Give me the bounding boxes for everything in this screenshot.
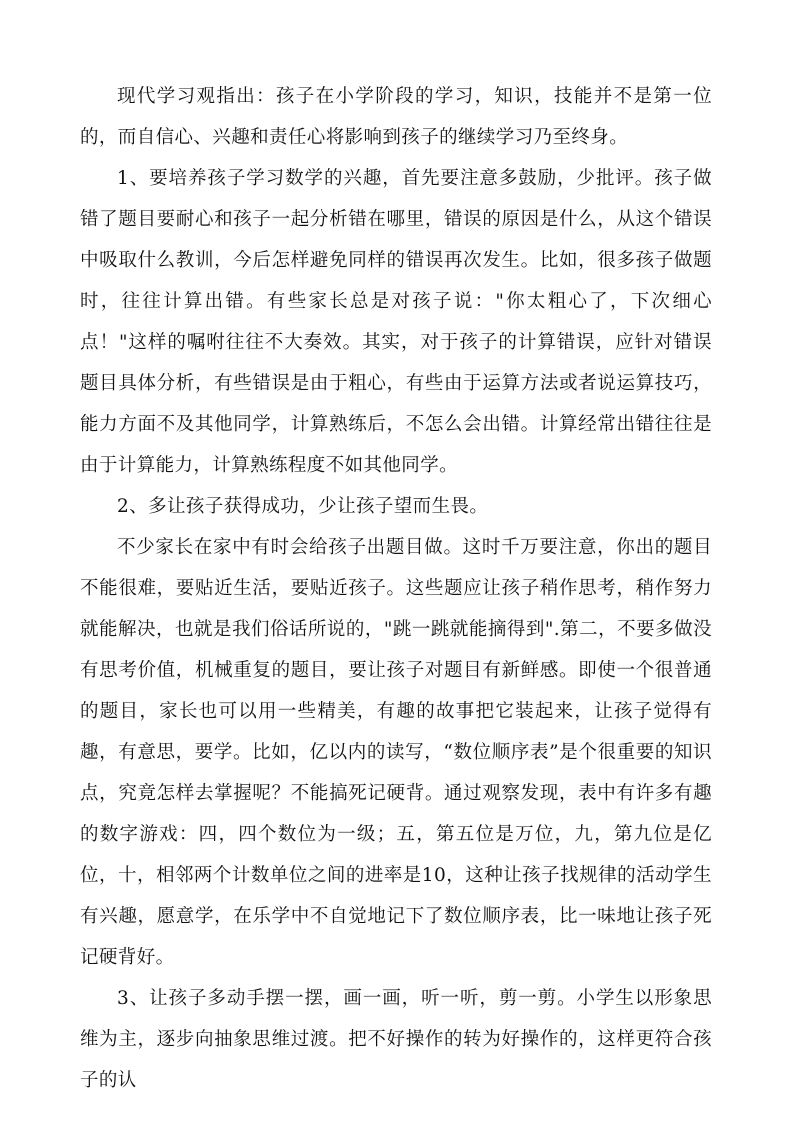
paragraph-point-2-heading: 2、多让孩子获得成功，少让孩子望而生畏。	[117, 496, 489, 517]
paragraph-point-3: 3、让孩子多动手摆一摆，画一画，听一听，剪一剪。小学生以形象思维为主，逐步向抽象思维过渡。把不好操作的转为好操作的，这样更符合孩子的认	[80, 988, 712, 1091]
paragraph-point-1: 1、要培养孩子学习数学的兴趣，首先要注意多鼓励，少批评。孩子做错了题目要耐心和孩子一起分析错在哪里，错误的原因是什么，从这个错误中吸取什么教训，今后怎样避免同样的错误再次发生。比如，很多孩子做题时，往往计算出错。有些家长总是对孩子说："你太粗心了，下次细心点！"这样的嘱咐往往不大奏效。其实，对于孩子的计算错误，应针对错误题目具体分析，有些错误是由于粗心，有些由于运算方法或者说运算技巧，能力方面不及其他同学，计算熟练后，不怎么会出错。计算经常出错往往是由于计算能力，计算熟练程度不如其他同学。	[80, 168, 712, 476]
paragraph-point-2-body: 不少家长在家中有时会给孩子出题目做。这时千万要注意，你出的题目不能很难，要贴近生活，要贴近孩子。这些题应让孩子稍作思考，稍作努力就能解决，也就是我们俗话所说的，"跳一跳就能摘得到".第二，不要多做没有思考价值，机械重复的题目，要让孩子对题目有新鲜感。即使一个很普通的题目，家长也可以用一些精美，有趣的故事把它装起来，让孩子觉得有趣，有意思，要学。比如，亿以内的读写，“数位顺序表”是个很重要的知识点，究竟怎样去掌握呢？不能搞死记硬背。通过观察发现，表中有许多有趣的数字游戏：四，四个数位为一级；五，第五位是万位，九，第九位是亿位，十，相邻两个计数单位之间的进率是10，这种让孩子找规律的活动学生有兴趣，愿意学，在乐学中不自觉地记下了数位顺序表，比一味地让孩子死记硬背好。	[80, 537, 712, 968]
paragraph-intro: 现代学习观指出：孩子在小学阶段的学习，知识，技能并不是第一位的，而自信心、兴趣和责任心将影响到孩子的继续学习乃至终身。	[80, 86, 712, 148]
document-body	[80, 76, 712, 1101]
